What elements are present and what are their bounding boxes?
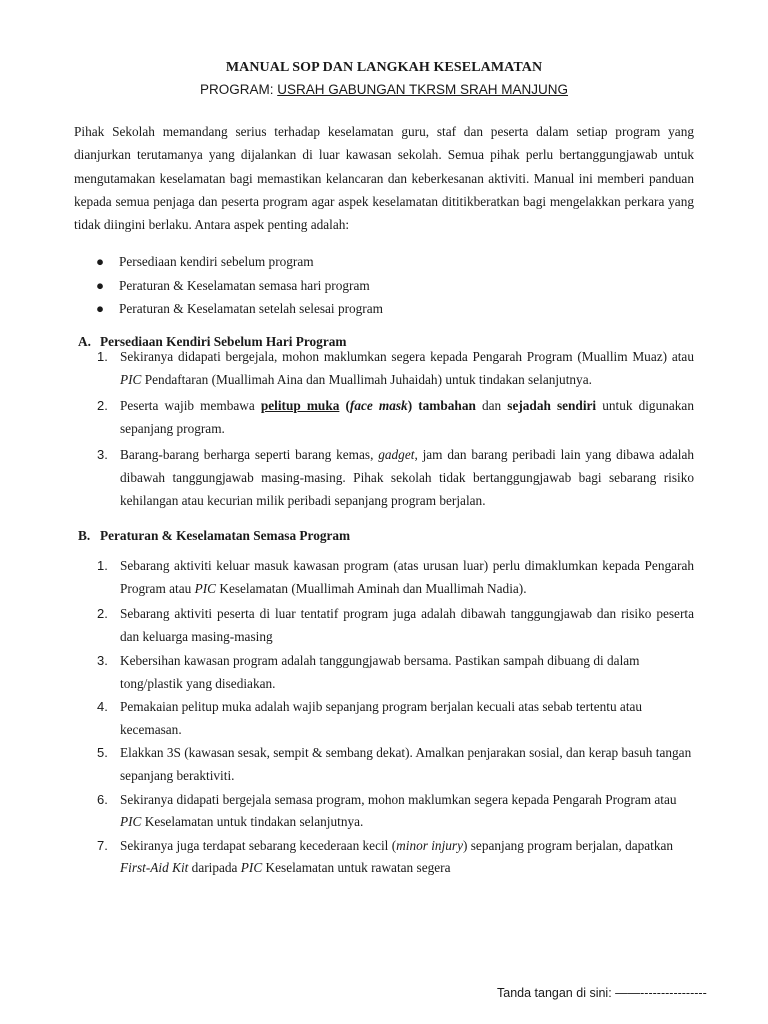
signature-line: Tanda tangan di sini: ——---------------- bbox=[497, 986, 707, 1000]
item-text: Sekiranya juga terdapat sebarang kecederaan kecil ( bbox=[120, 837, 397, 853]
item-text-italic: PIC bbox=[120, 814, 142, 830]
section-b-heading bbox=[78, 528, 350, 544]
item-text-italic: gadget bbox=[378, 447, 415, 463]
intro-paragraph: Pihak Sekolah memandang serius terhadap keselamatan guru, staf dan peserta dalam setiap program yang dianjurkan terutamanya yang dijalankan di luar kawasan sekolah. Semua pihak perlu bertanggungjawab untuk mengutamakan keselamatan bagi memastikan kelancaran dan keberkesanan aktiviti. Manual ini memberi panduan kepada semua penjaga dan peserta program agar aspek keselamatan dititikberatkan bagi mengelakkan perkara yang tidak diingini berlaku. Antara aspek penting adalah: bbox=[74, 124, 694, 233]
program-label: PROGRAM: bbox=[199, 82, 278, 97]
item-text-bold: ) bbox=[407, 398, 419, 414]
item-text: Keselamatan (Muallimah Aminah dan Muallimah Nadia). bbox=[216, 580, 527, 596]
section-title: Peraturan & Keselamatan Semasa Program bbox=[100, 528, 351, 543]
list-item-text: Persediaan kendiri sebelum program bbox=[119, 254, 314, 269]
item-text-italic: First-Aid Kit bbox=[120, 860, 189, 876]
item-number: 2. bbox=[97, 606, 108, 622]
item-text: Pendaftaran (Muallimah Aina dan Muallimah Juhaidah) untuk tindakan selanjutnya. bbox=[141, 371, 592, 387]
item-number: 1. bbox=[97, 349, 108, 364]
item-text: untuk digunakan sepanjang program. bbox=[120, 398, 694, 436]
list-item bbox=[97, 742, 694, 787]
item-text: Keselamatan untuk tindakan selanjutnya. bbox=[141, 814, 364, 830]
item-text: Keselamatan untuk rawatan segera bbox=[262, 860, 451, 876]
item-text: daripada bbox=[188, 860, 241, 876]
item-text: Sebarang aktiviti keluar masuk kawasan program (atas urusan luar) perlu dimaklumkan kepada Pengarah Program atau bbox=[120, 558, 694, 596]
aspect-list bbox=[96, 250, 696, 321]
item-text-bold: pelitup muka bbox=[260, 398, 340, 414]
list-item bbox=[97, 696, 694, 741]
bullet-icon: ● bbox=[96, 254, 105, 269]
section-letter: A. bbox=[78, 334, 91, 349]
section-title: Persediaan Kendiri Sebelum Hari Program bbox=[100, 334, 347, 349]
item-text: Kebersihan kawasan program adalah tanggungjawab bersama. Pastikan sampah dibuang di dalam tong/plastik yang disediakan. bbox=[120, 653, 640, 691]
item-text-bold: tambahan bbox=[418, 398, 476, 414]
list-item-text: Peraturan & Keselamatan semasa hari program bbox=[119, 277, 370, 293]
section-b-list-part2 bbox=[97, 650, 694, 880]
item-text: Peserta wajib membawa bbox=[120, 398, 261, 414]
item-text-italic: PIC bbox=[194, 580, 217, 596]
section-b-list-part1 bbox=[97, 555, 694, 648]
item-text: Barang-barang berharga seperti barang kemas, bbox=[120, 447, 379, 463]
list-item bbox=[96, 297, 696, 321]
item-number: 7. bbox=[97, 837, 108, 853]
item-number: 5. bbox=[97, 745, 108, 761]
item-text: , jam dan barang peribadi lain yang dibawa adalah dibawah tanggungjawab masing-masing. Pihak sekolah tidak bertanggungjawab bagi sebarang risiko kehilangan atau kecurian milik peribadi sepanjang program berjalan. bbox=[120, 447, 694, 508]
item-number: 3. bbox=[97, 447, 108, 463]
item-number: 3. bbox=[97, 653, 108, 668]
bullet-icon: ● bbox=[96, 301, 105, 316]
section-letter: B. bbox=[78, 528, 91, 543]
document-title: MANUAL SOP DAN LANGKAH KESELAMATAN bbox=[225, 60, 543, 75]
item-number: 2. bbox=[97, 398, 108, 414]
list-item bbox=[97, 789, 694, 834]
item-text-bold: sejadah sendiri bbox=[507, 398, 597, 414]
item-text: Sekiranya didapati bergejala semasa program, mohon maklumkan segera kepada Pengarah Program atau bbox=[120, 791, 677, 807]
program-line bbox=[0, 82, 768, 97]
list-item bbox=[97, 835, 694, 880]
item-text-italic: minor injury bbox=[396, 837, 463, 853]
item-text-bold-italic: face mask bbox=[349, 398, 408, 414]
list-item bbox=[97, 444, 694, 512]
list-item-text: Peraturan & Keselamatan setelah selesai program bbox=[119, 301, 383, 316]
item-number: 4. bbox=[97, 699, 108, 715]
section-a-list bbox=[97, 346, 694, 512]
item-text-italic: PIC bbox=[240, 860, 263, 876]
program-name: USRAH GABUNGAN TKRSM SRAH MANJUNG bbox=[277, 82, 569, 97]
list-item bbox=[97, 395, 694, 440]
list-item bbox=[96, 250, 696, 274]
bullet-icon: ● bbox=[96, 277, 105, 293]
item-text: Sekiranya didapati bergejala, mohon maklumkan segera kepada Pengarah Program (Muallim Muaz) atau bbox=[120, 349, 694, 364]
item-text: Elakkan 3S (kawasan sesak, sempit & sembang dekat). Amalkan penjarakan sosial, dan kerap basuh tangan sepanjang beraktiviti. bbox=[120, 745, 692, 783]
item-text: Sebarang aktiviti peserta di luar tentatif program juga adalah dibawah tanggungjawab dan risiko peserta dan keluarga masing-masing bbox=[120, 606, 694, 644]
item-number: 1. bbox=[97, 558, 108, 573]
item-text-italic: PIC bbox=[120, 371, 142, 387]
item-number: 6. bbox=[97, 791, 108, 807]
item-text: Pemakaian pelitup muka adalah wajib sepanjang program berjalan kecuali atas sebab tertentu atau kecemasan. bbox=[120, 699, 643, 737]
item-text-bold: ( bbox=[339, 398, 350, 414]
list-item bbox=[97, 650, 694, 695]
item-text: ) sepanjang program berjalan, dapatkan bbox=[463, 837, 674, 853]
list-item bbox=[96, 274, 696, 298]
list-item bbox=[97, 555, 694, 600]
list-item bbox=[97, 346, 694, 391]
item-text: dan bbox=[475, 398, 508, 414]
list-item bbox=[97, 603, 694, 648]
